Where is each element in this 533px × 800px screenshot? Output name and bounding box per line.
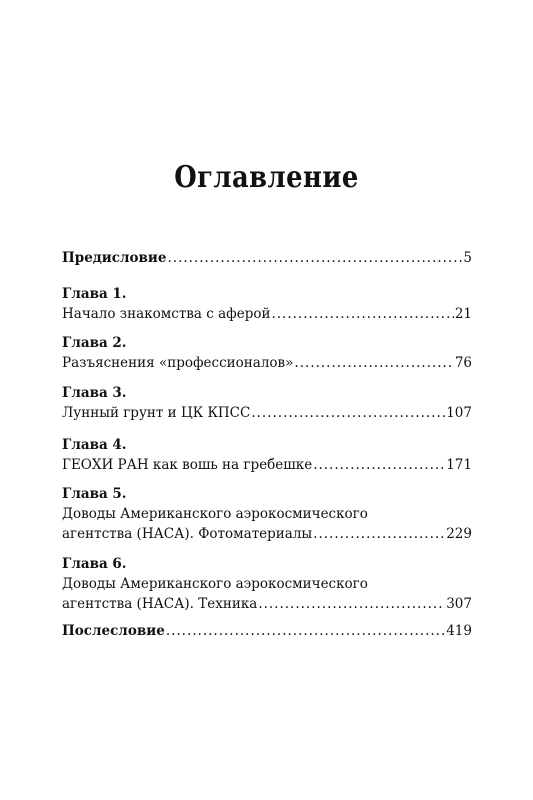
toc-entry-afterword[interactable] <box>62 621 472 641</box>
chapter-title: ГЕОХИ РАН как вошь на гребешке <box>62 457 313 473</box>
page-number: 21 <box>454 306 472 322</box>
toc-entry-chapter-2[interactable] <box>62 333 472 373</box>
chapter-title-line: Доводы Американского аэрокосмического <box>62 576 368 592</box>
page-number: 5 <box>463 250 472 266</box>
toc-row <box>62 594 472 614</box>
chapter-title: агентства (НАСА). Фотоматериалы <box>62 526 313 542</box>
toc-row <box>62 304 472 324</box>
page-number: 171 <box>446 457 472 473</box>
toc-row <box>62 455 472 475</box>
dot-leader <box>168 248 463 268</box>
toc-row <box>62 524 472 544</box>
page-number: 307 <box>446 596 472 612</box>
chapter-label: Глава 3. <box>62 385 127 401</box>
afterword-title: Послесловие <box>62 623 165 639</box>
dot-leader <box>313 455 445 475</box>
chapter-label: Глава 4. <box>62 437 127 453</box>
toc-entry-chapter-5[interactable] <box>62 484 472 544</box>
chapter-title: Лунный грунт и ЦК КПСС <box>62 405 251 421</box>
chapter-title-line: Доводы Американского аэрокосмического <box>62 506 368 522</box>
dot-leader <box>251 403 445 423</box>
toc-entry-preface[interactable] <box>62 248 472 268</box>
dot-leader <box>294 353 453 373</box>
chapter-label: Глава 1. <box>62 286 127 302</box>
page-title: Оглавление <box>174 160 359 195</box>
chapter-title: агентства (НАСА). Техника <box>62 596 258 612</box>
toc-entry-chapter-3[interactable] <box>62 383 472 423</box>
toc-row <box>62 621 472 641</box>
page-number: 107 <box>446 405 472 421</box>
chapter-title: Разъяснения «профессионалов» <box>62 355 294 371</box>
dot-leader <box>166 621 445 641</box>
dot-leader <box>313 524 445 544</box>
chapter-title: Начало знакомства с аферой <box>62 306 271 322</box>
toc-row <box>62 403 472 423</box>
toc-entry-chapter-6[interactable] <box>62 554 472 614</box>
page-number: 229 <box>446 526 472 542</box>
page-number: 76 <box>454 355 472 371</box>
chapter-label: Глава 2. <box>62 335 127 351</box>
chapter-label: Глава 5. <box>62 486 127 502</box>
page-number: 419 <box>446 623 472 639</box>
toc-entry-chapter-4[interactable] <box>62 435 472 475</box>
preface-title: Предисловие <box>62 250 167 266</box>
toc-row <box>62 353 472 373</box>
toc-entry-chapter-1[interactable] <box>62 284 472 324</box>
dot-leader <box>271 304 453 324</box>
toc-row <box>62 248 472 268</box>
dot-leader <box>258 594 445 614</box>
chapter-label: Глава 6. <box>62 556 127 572</box>
